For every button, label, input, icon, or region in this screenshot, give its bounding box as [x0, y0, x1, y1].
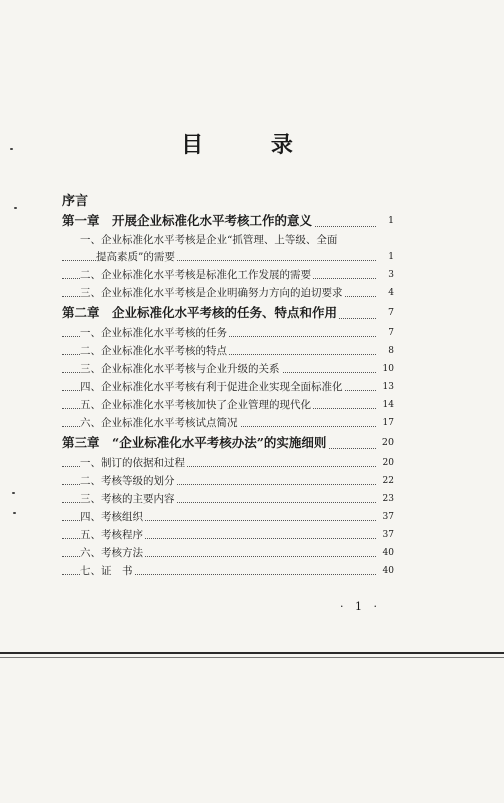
toc-entry-page: 37 — [381, 526, 394, 544]
toc-entry-page: 40 — [381, 544, 394, 562]
scan-speck — [14, 207, 17, 209]
toc-chapter-entry[interactable] — [62, 302, 394, 324]
toc-entry-label: 三、企业标准化水平考核与企业升级的关系 — [80, 363, 280, 375]
toc-entry-page: 3 — [386, 266, 394, 284]
toc-entry-page: 20 — [380, 432, 394, 454]
toc-entry-page: 40 — [381, 562, 394, 580]
toc-entry-label: 二、企业标准化水平考核是标准化工作发展的需要 — [80, 269, 311, 281]
toc-section-entry[interactable] — [62, 266, 394, 284]
toc-section-entry[interactable] — [62, 472, 394, 490]
scan-speck — [10, 148, 13, 150]
toc-entry-label: 第二章 企业标准化水平考核的任务、特点和作用 — [62, 305, 338, 320]
toc-entry-page: 4 — [386, 284, 394, 302]
toc-entry-page: 1 — [386, 248, 394, 266]
toc-entry-label: 七、证 书 — [80, 565, 133, 577]
toc-entry-label: 一、企业标准化水平考核是企业“抓管理、上等级、全面 — [80, 234, 338, 246]
toc-section-entry[interactable] — [62, 232, 394, 248]
toc-entry-page: 7 — [386, 324, 394, 342]
toc-entry-page: 20 — [381, 454, 394, 472]
toc-entry-label: 三、考核的主要内容 — [80, 493, 175, 505]
toc-entry-label: 第三章 “企业标准化水平考核办法”的实施细则 — [62, 435, 327, 450]
toc-section-entry[interactable] — [62, 508, 394, 526]
toc-entry-page: 14 — [381, 396, 394, 414]
toc-section-entry[interactable] — [62, 360, 394, 378]
toc-section-entry[interactable] — [62, 562, 394, 580]
toc-chapter-entry[interactable] — [62, 432, 394, 454]
toc-section-entry[interactable] — [62, 414, 394, 432]
toc-entry-label: 六、考核方法 — [80, 547, 143, 559]
toc-entry-label: 提高素质”的需要 — [96, 251, 175, 263]
toc-section-entry[interactable] — [62, 490, 394, 508]
toc-entry-page: 1 — [386, 210, 394, 232]
toc-entry-label: 五、考核程序 — [80, 529, 143, 541]
toc-entry-page: 13 — [381, 378, 394, 396]
toc-section-entry[interactable] — [62, 544, 394, 562]
toc-section-entry[interactable] — [62, 324, 394, 342]
toc-entry-page: 17 — [381, 414, 394, 432]
toc-entry-label: 二、考核等级的划分 — [80, 475, 175, 487]
toc-entry-label: 一、制订的依据和过程 — [80, 457, 185, 469]
toc-entry-page: 10 — [381, 360, 394, 378]
table-of-contents — [62, 210, 394, 580]
toc-entry-label: 一、企业标准化水平考核的任务 — [80, 327, 227, 339]
toc-entry-label: 五、企业标准化水平考核加快了企业管理的现代化 — [80, 399, 311, 411]
preface-heading: 序言 — [62, 194, 89, 209]
page-title: 目 录 — [181, 132, 323, 158]
toc-entry-page: 22 — [381, 472, 394, 490]
toc-entry-label: 第一章 开展企业标准化水平考核工作的意义 — [62, 213, 313, 228]
toc-entry-page: 7 — [386, 302, 394, 324]
toc-section-entry[interactable] — [62, 454, 394, 472]
page-number: · 1 · — [340, 600, 381, 613]
scan-speck — [12, 492, 15, 494]
toc-entry-page: 37 — [381, 508, 394, 526]
toc-section-entry[interactable] — [62, 342, 394, 360]
toc-section-entry[interactable] — [62, 396, 394, 414]
toc-entry-label: 四、考核组织 — [80, 511, 143, 523]
toc-chapter-entry[interactable] — [62, 210, 394, 232]
toc-entry-label: 三、企业标准化水平考核是企业明确努力方向的迫切要求 — [80, 287, 343, 299]
bottom-rule-thin — [0, 657, 504, 658]
toc-entry-page: 23 — [381, 490, 394, 508]
toc-entry-page: 8 — [386, 342, 394, 360]
toc-section-entry[interactable] — [62, 284, 394, 302]
toc-section-entry[interactable] — [62, 378, 394, 396]
toc-section-entry[interactable] — [62, 526, 394, 544]
toc-section-entry[interactable] — [62, 248, 394, 266]
toc-entry-label: 四、企业标准化水平考核有利于促进企业实现全面标准化 — [80, 381, 343, 393]
bottom-rule — [0, 652, 504, 654]
toc-entry-label: 六、企业标准化水平考核试点简况 — [80, 417, 238, 429]
toc-entry-label: 二、企业标准化水平考核的特点 — [80, 345, 227, 357]
scan-speck — [13, 512, 16, 514]
